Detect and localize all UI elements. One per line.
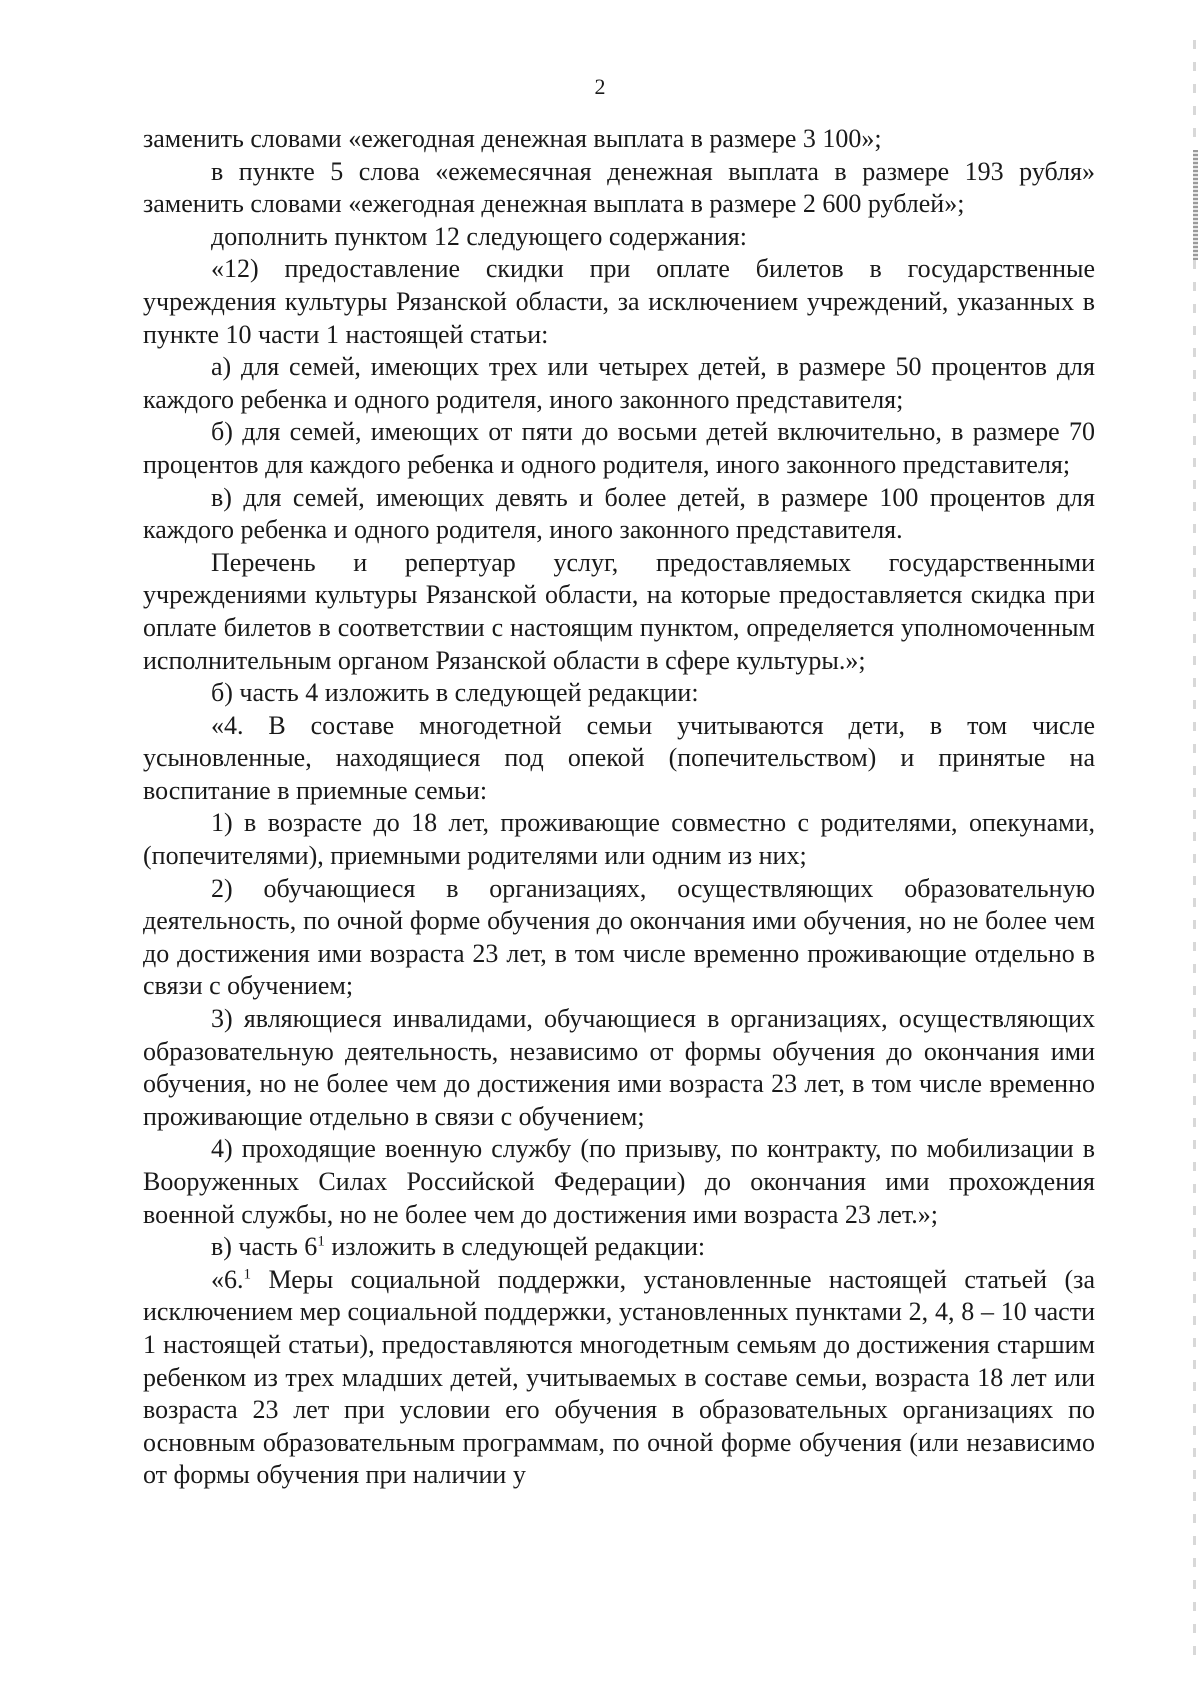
paragraph: в) для семей, имеющих девять и более детей, в размере 100 процентов для каждого ребенка и одного родителя, иного законного представителя.	[143, 482, 1095, 545]
superscript: 1	[243, 1266, 251, 1283]
paragraph-part-6-text	[143, 1264, 1095, 1492]
paragraph: дополнить пунктом 12 следующего содержания:	[211, 221, 747, 251]
paragraph: б) часть 4 изложить в следующей редакции:	[211, 678, 699, 708]
document-body	[143, 123, 1095, 1492]
paragraph: а) для семей, имеющих трех или четырех детей, в размере 50 процентов для каждого ребенка и одного родителя, иного законного представителя;	[143, 352, 1095, 414]
text-fragment: изложить в следующей редакции:	[324, 1232, 706, 1262]
paragraph: 1) в возрасте до 18 лет, проживающие совместно с родителями, опекунами, (попечителями), приемными родителями или одним из них;	[143, 808, 1095, 871]
paragraph: 4) проходящие военную службу (по призыву, по контракту, по мобилизации в Вооруженных Силах Российской Федерации) до окончания ими прохождения военной службы, но не более чем до достижения ими возраста 23 лет.»;	[143, 1134, 1095, 1229]
paragraph: б) для семей, имеющих от пяти до восьми детей включительно, в размере 70 процентов для каждого ребенка и одного родителя, иного законного представителя;	[143, 417, 1095, 479]
paragraph: 2) обучающиеся в организациях, осуществляющих образовательную деятельность, по очной форме обучения до окончания ими обучения, но не более чем до достижения ими возраста 23 лет, в том числе временно проживающие отдельно в связи с обучением;	[143, 873, 1095, 1001]
text-fragment: «6.	[211, 1264, 244, 1294]
text-fragment: в) часть 6	[211, 1232, 318, 1262]
paragraph: 3) являющиеся инвалидами, обучающиеся в организациях, осуществляющих образовательную деятельность, независимо от формы обучения до окончания ими обучения, но не более чем до достижения ими возраста 23 лет, в том числе временно проживающие отдельно в связи с обучением;	[143, 1004, 1095, 1131]
superscript: 1	[317, 1233, 325, 1250]
paragraph: «4. В составе многодетной семьи учитываются дети, в том числе усыновленные, находящиеся под опекой (попечительством) и принятые на воспитание в приемные семьи:	[143, 710, 1095, 805]
paragraph: заменить словами «ежегодная денежная выплата в размере 3 100»;	[143, 124, 882, 153]
scan-edge-artifact	[1193, 40, 1196, 1660]
paragraph: в пункте 5 слова «ежемесячная денежная выплата в размере 193 рубля» заменить словами «ежегодная денежная выплата в размере 2 600 рублей»;	[143, 156, 1095, 219]
paragraph-part-6-heading	[143, 1231, 1095, 1264]
paragraph: Перечень и репертуар услуг, предоставляемых государственными учреждениями культуры Рязанской области, на которые предоставляется скидка при оплате билетов в соответствии с настоящим пунктом, определяется уполномоченным исполнительным органом Рязанской области в сфере культуры.»;	[143, 547, 1095, 675]
text-fragment: Меры социальной поддержки, установленные настоящей статьей (за исключением мер социальной поддержки, установленных пунктами 2, 4, 8 – 10 части 1 настоящей статьи), предоставляются многодетным семьям до достижения старшим ребенком из трех младших детей, учитываемых в составе семьи, возраста 18 лет или возраста 23 лет при условии его обучения в образовательных организациях по основным образовательным программам, по очной форме обучения (или независимо от формы обучения при наличии у	[143, 1264, 1095, 1490]
scan-mark-artifact	[1193, 150, 1198, 260]
page-number: 2	[594, 74, 606, 99]
paragraph: «12) предоставление скидки при оплате билетов в государственные учреждения культуры Рязанской области, за исключением учреждений, указанных в пункте 10 части 1 настоящей статьи:	[143, 254, 1095, 349]
